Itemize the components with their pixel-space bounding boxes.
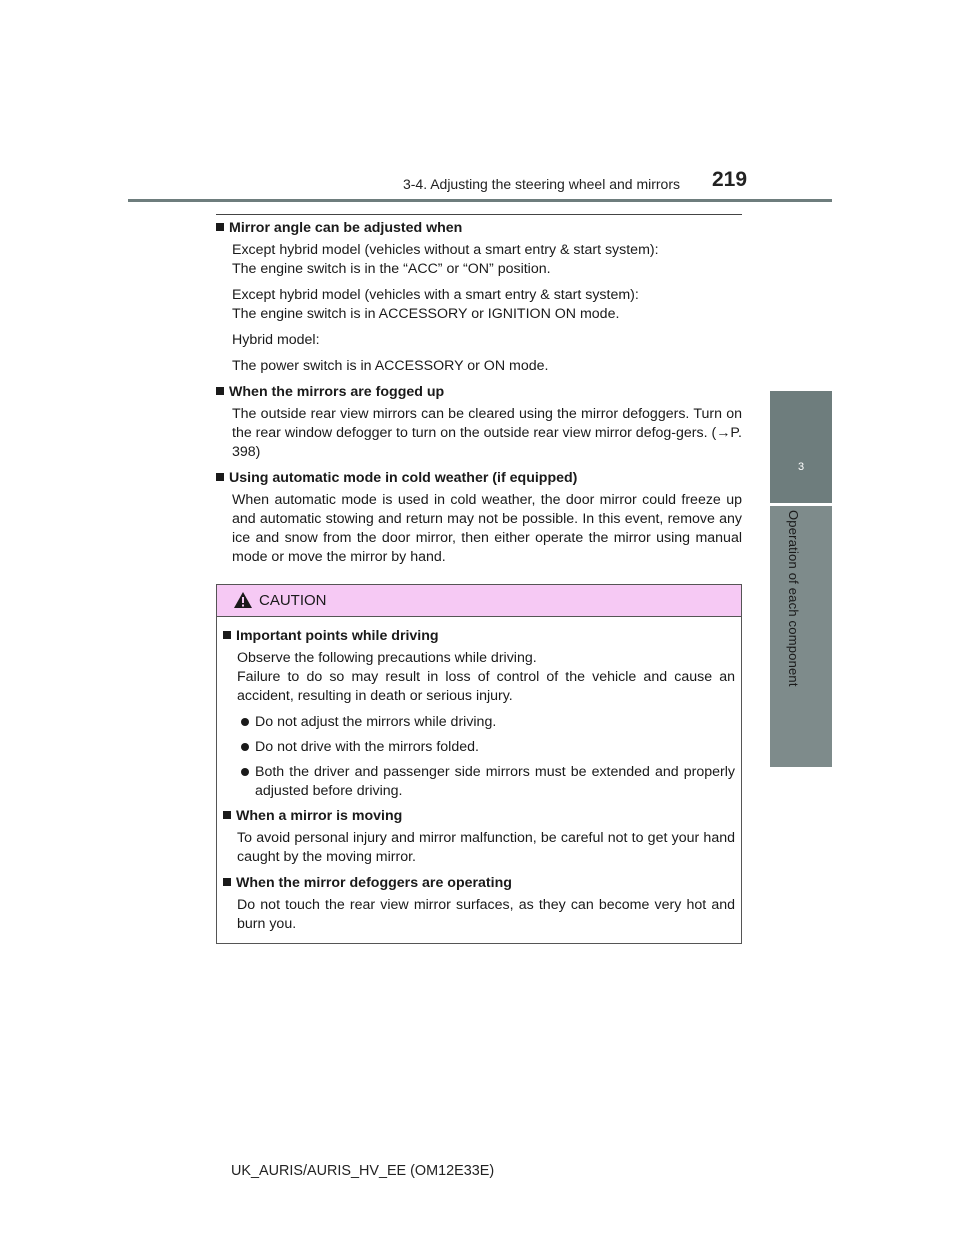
square-bullet-icon	[216, 223, 224, 231]
caution-header	[217, 585, 741, 617]
content-top-rule	[216, 214, 742, 215]
square-bullet-icon	[216, 387, 224, 395]
list-item: Do not adjust the mirrors while driving.	[241, 713, 735, 732]
caution-body	[217, 617, 741, 934]
caution-title: CAUTION	[259, 592, 327, 609]
main-content	[216, 219, 742, 574]
paragraph: Except hybrid model (vehicles without a smart entry & start system): The engine switch is in the “ACC” or “ON” position.	[232, 242, 659, 277]
warning-icon	[233, 591, 253, 609]
caution-item-heading: Important points while driving	[236, 628, 439, 644]
square-bullet-icon	[223, 811, 231, 819]
paragraph: Except hybrid model (vehicles with a smart entry & start system): The engine switch is in ACCESSORY or IGNITION ON mode.	[232, 287, 639, 322]
caution-item	[223, 874, 735, 934]
round-bullet-icon	[241, 743, 249, 751]
square-bullet-icon	[223, 878, 231, 886]
paragraph: The outside rear view mirrors can be cleared using the mirror defoggers. Turn on the rear window defogger to turn on the outside rear view mirror defog-gers. (→P. 398)	[232, 406, 742, 460]
round-bullet-icon	[241, 718, 249, 726]
paragraph: When automatic mode is used in cold weather, the door mirror could freeze up and automatic stowing and return may not be possible. In this event, remove any ice and snow from the door mirror, then either operate the mirror using manual mode or move the mirror by hand.	[232, 492, 742, 565]
chapter-title-wrap	[786, 506, 804, 767]
caution-item-text: Do not touch the rear view mirror surfaces, as they can become very hot and burn you.	[237, 897, 735, 932]
caution-item	[223, 627, 735, 801]
round-bullet-icon	[241, 768, 249, 776]
section-mirror-angle	[216, 219, 742, 376]
chapter-number: 3	[797, 461, 805, 473]
square-bullet-icon	[223, 631, 231, 639]
section-cold-weather	[216, 469, 742, 567]
caution-box	[216, 584, 742, 944]
caution-item-heading: When a mirror is moving	[236, 808, 403, 824]
chapter-tab	[770, 391, 832, 503]
caution-item-heading: When the mirror defoggers are operating	[236, 875, 512, 891]
caution-item-text: To avoid personal injury and mirror malfunction, be careful not to get your hand caught by the moving mirror.	[237, 830, 735, 865]
page-number: 219	[712, 168, 748, 191]
list-item: Do not drive with the mirrors folded.	[241, 738, 735, 757]
section-heading: Mirror angle can be adjusted when	[229, 220, 463, 236]
caution-item-text: Observe the following precautions while driving. Failure to do so may result in loss of control of the vehicle and cause an accident, resulting in death or serious injury.	[237, 650, 735, 704]
paragraph: The power switch is in ACCESSORY or ON mode.	[232, 358, 549, 374]
section-heading: Using automatic mode in cold weather (if equipped)	[229, 470, 578, 486]
list-item: Both the driver and passenger side mirrors must be extended and properly adjusted before driving.	[241, 763, 735, 801]
header-rule	[128, 199, 832, 202]
doc-code: UK_AURIS/AURIS_HV_EE (OM12E33E)	[231, 1163, 495, 1179]
section-fogged-up	[216, 383, 742, 462]
chapter-title: Operation of each component	[786, 510, 801, 687]
caution-item	[223, 807, 735, 867]
header-section-title: 3-4. Adjusting the steering wheel and mirrors	[402, 176, 680, 192]
paragraph: Hybrid model:	[232, 332, 320, 348]
section-heading: When the mirrors are fogged up	[229, 384, 445, 400]
square-bullet-icon	[216, 473, 224, 481]
